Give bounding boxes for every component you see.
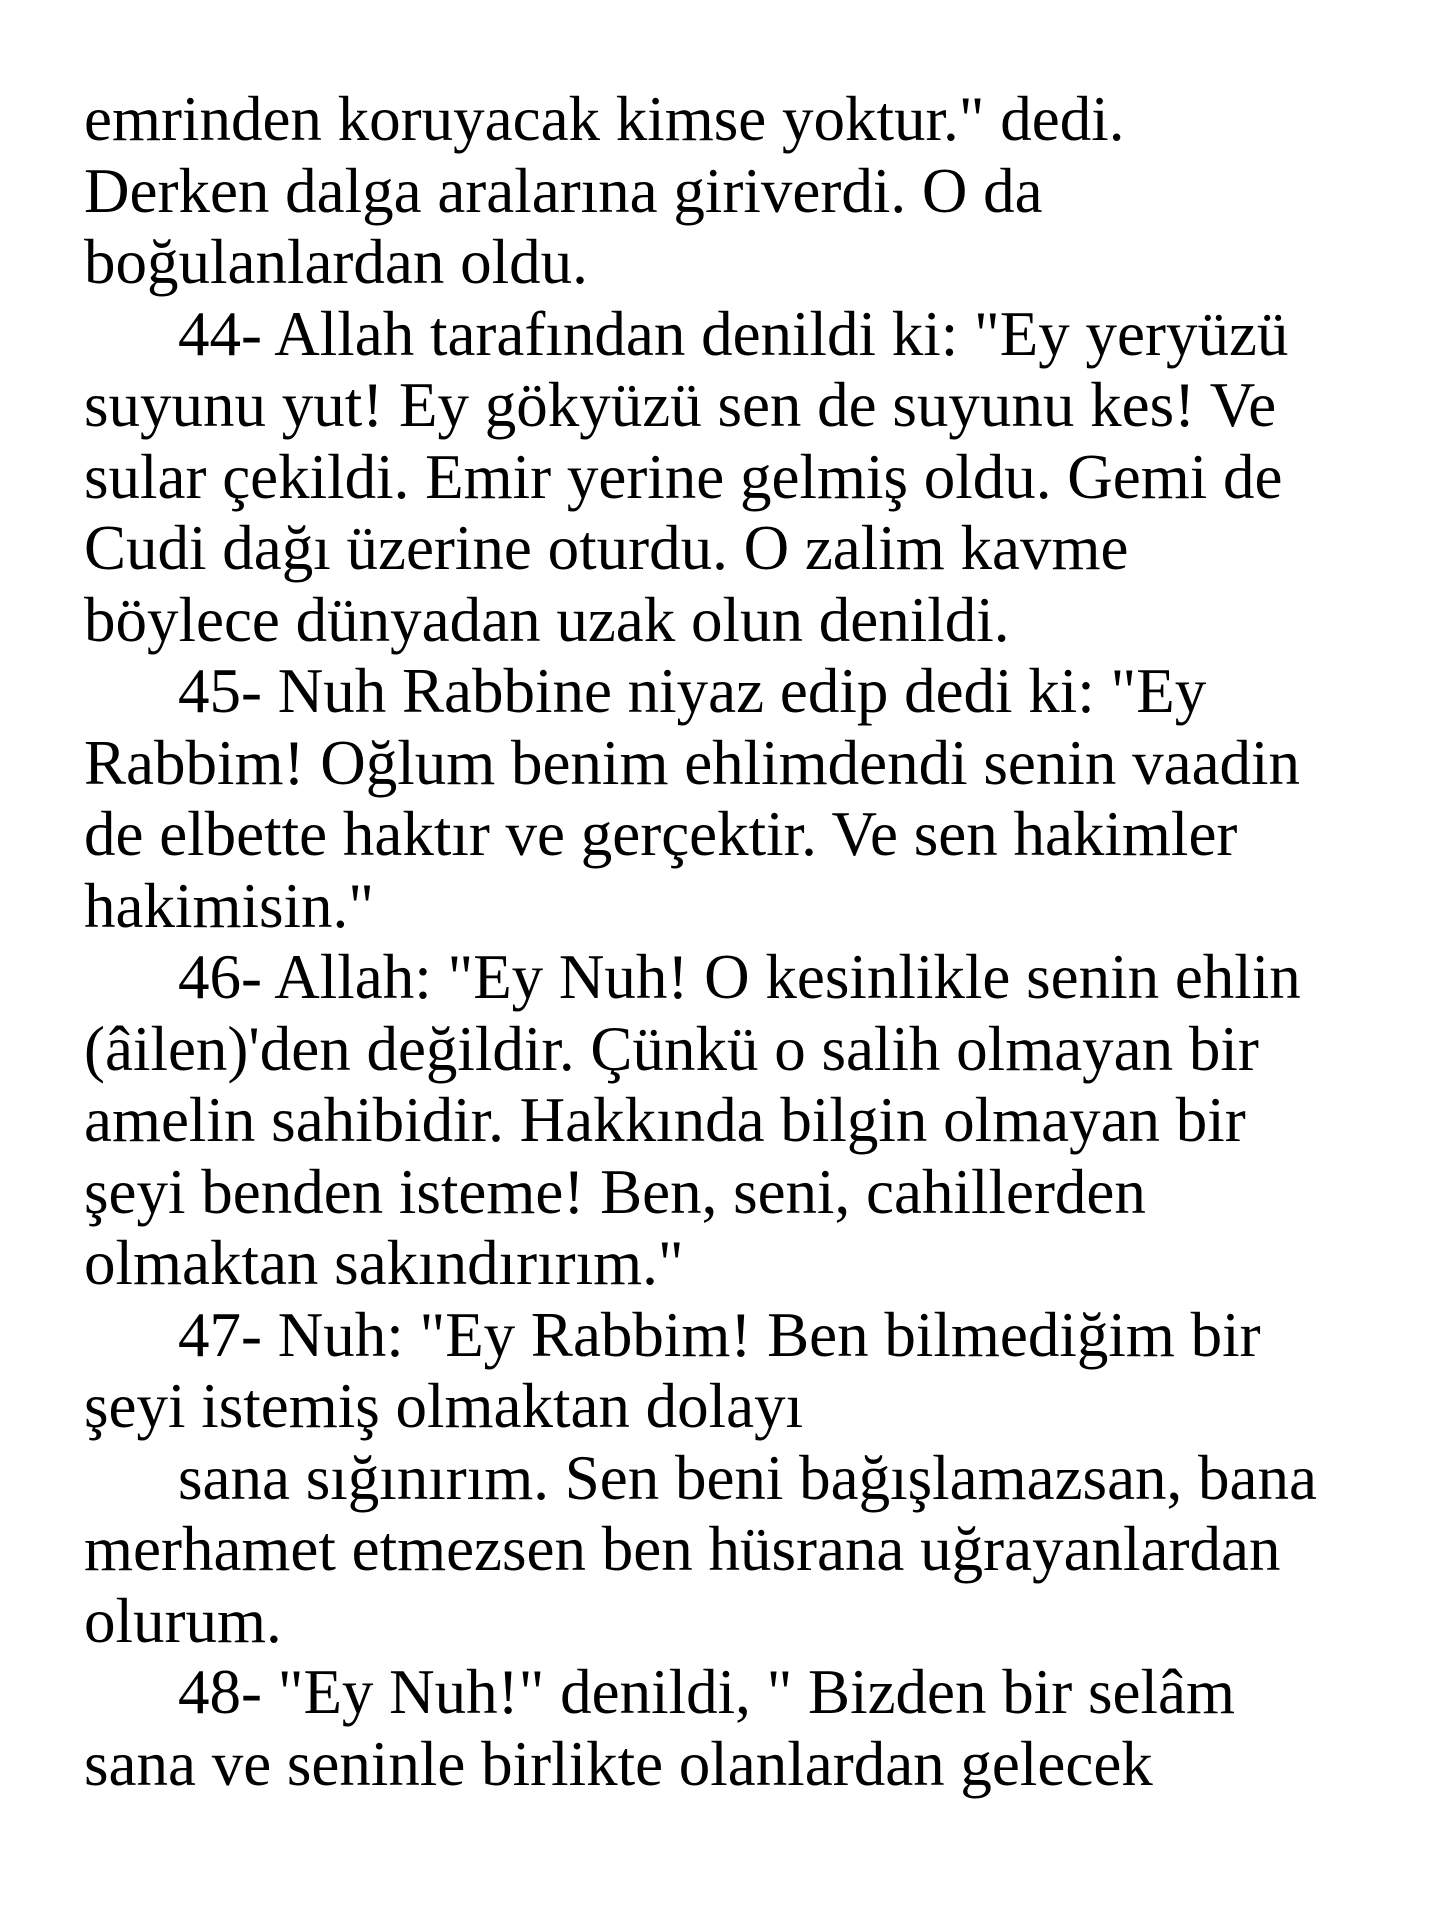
text-line: Cudi dağı üzerine oturdu. O zalim kavme xyxy=(84,513,1129,583)
text-line: boğulanlardan oldu. xyxy=(84,227,588,297)
text-line: böylece dünyadan uzak olun denildi. xyxy=(84,584,1010,655)
text-line: Rabbim! Oğlum benim ehlimdendi senin vaadin xyxy=(84,727,1301,798)
verse-46-start: 46- Allah: "Ey Nuh! O kesinlikle senin ehlin xyxy=(178,942,1301,1012)
verse-44-start: 44- Allah tarafından denildi ki: "Ey yeryüzü xyxy=(178,298,1289,369)
text-line: şeyi istemiş olmaktan dolayı xyxy=(84,1371,804,1441)
text-line: merhamet etmezsen ben hüsrana uğrayanlardan xyxy=(84,1514,1281,1584)
text-line: sular çekildi. Emir yerine gelmiş oldu. Gemi de xyxy=(84,441,1283,512)
document-page xyxy=(84,84,1384,1864)
text-line: amelin sahibidir. Hakkında bilgin olmayan bir xyxy=(84,1085,1246,1155)
text-line: de elbette haktır ve gerçektir. Ve sen hakimler xyxy=(84,799,1238,869)
text-line: olurum. xyxy=(84,1585,282,1656)
text-line: sana ve seninle birlikte olanlardan gelecek xyxy=(84,1728,1153,1799)
text-line: olmaktan sakındırırım." xyxy=(84,1228,684,1298)
verse-47-start: 47- Nuh: "Ey Rabbim! Ben bilmediğim bir xyxy=(178,1299,1261,1370)
text-line: suyunu yut! Ey gökyüzü sen de suyunu kes! Ve xyxy=(84,370,1277,440)
text-line: şeyi benden isteme! Ben, seni, cahillerden xyxy=(84,1156,1146,1227)
text-line: (âilen)'den değildir. Çünkü o salih olmayan bir xyxy=(84,1013,1259,1084)
verse-45-start: 45- Nuh Rabbine niyaz edip dedi ki: "Ey xyxy=(178,656,1207,726)
text-line: Derken dalga aralarına giriverdi. O da xyxy=(84,155,1043,226)
text-line: emrinden koruyacak kimse yoktur." dedi. xyxy=(84,84,1125,154)
text-line: hakimisin." xyxy=(84,870,374,941)
verse-48-start: 48- "Ey Nuh!" denildi, " Bizden bir selâm xyxy=(178,1657,1235,1727)
text-line-indented: sana sığınırım. Sen beni bağışlamazsan, bana xyxy=(178,1442,1317,1513)
